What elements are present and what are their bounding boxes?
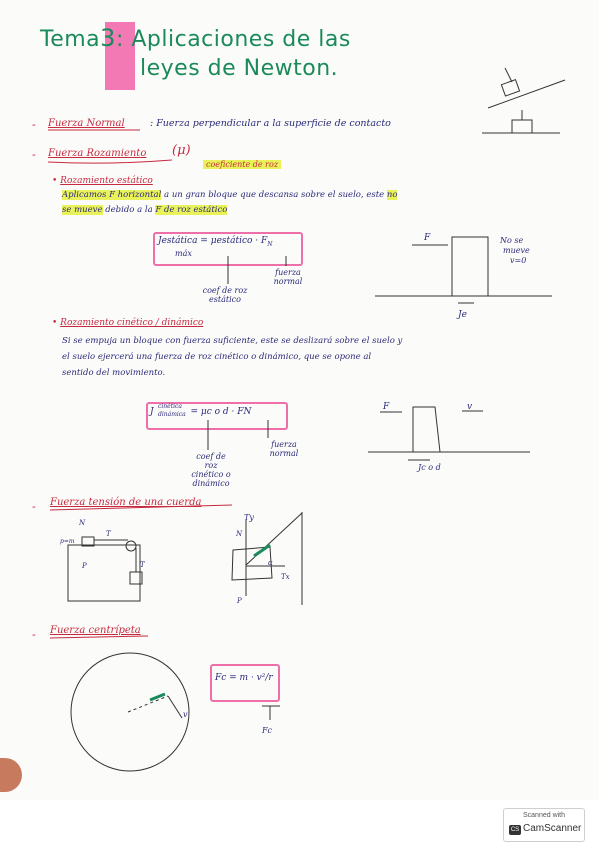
- tension-table: [68, 545, 140, 601]
- estatico-label-normal: fuerza normal: [273, 268, 303, 286]
- tension-hanging-block: [232, 547, 272, 580]
- camscanner-line1: Scanned with: [522, 812, 566, 819]
- cinetico-line1: Si se empuja un bloque con fuerza suficiente, este se deslizará sobre el suelo y: [62, 336, 403, 346]
- centripeta-underline: [50, 636, 148, 638]
- cinetico-line2: el suelo ejercerá una fuerza de roz cinético o dinámico, que se opone al: [62, 352, 372, 362]
- tension-pulley: [126, 541, 136, 551]
- cinetico-heading-text: Rozamiento cinético / dinámico: [60, 318, 204, 328]
- normal-heading: Fuerza Normal: [48, 118, 125, 129]
- centripeta-label-v: v: [183, 710, 188, 719]
- coef-roz-note: coeficiente de roz: [203, 160, 281, 169]
- estatico-line1-c: no: [386, 190, 398, 200]
- cinetico-block: [413, 407, 440, 452]
- tension-bullet: -: [32, 500, 36, 513]
- estatico-diagram-note1: No se: [500, 236, 524, 245]
- estatico-block: [452, 237, 488, 296]
- cinetico-formula-left-sub2: dinámica: [158, 411, 186, 418]
- normal-block: [512, 120, 532, 133]
- tension-label-Ty: Ty: [244, 513, 254, 522]
- estatico-diagram-note3: v=0: [510, 256, 527, 265]
- centripeta-green-segment: [150, 694, 165, 700]
- tension-label-P1: P: [82, 562, 87, 570]
- title-colon: :: [115, 27, 124, 52]
- cinetico-formula-left: J: [150, 407, 154, 417]
- tension-label-P2: P: [237, 597, 242, 605]
- centripeta-bullet: -: [32, 628, 36, 641]
- estatico-heading-text: Rozamiento estático: [60, 176, 153, 186]
- incline-ramp: [488, 80, 565, 108]
- tension-label-T1: T: [106, 530, 111, 538]
- title-text-line2: leyes de Newton.: [140, 56, 339, 81]
- estatico-formula-left-sub: máx: [175, 249, 192, 258]
- rozamiento-heading: Fuerza Rozamiento: [48, 148, 147, 159]
- normal-bullet: -: [32, 118, 36, 131]
- cinetico-formula-mid: = μc o d · FN: [190, 407, 252, 417]
- estatico-formula-right-sub: N: [267, 240, 273, 248]
- title-text-line1: Aplicaciones de las: [131, 27, 351, 52]
- cinetico-formula-left-sub1: cinética: [158, 403, 182, 410]
- centripeta-label-fc: Fc: [262, 726, 273, 735]
- tension-heading: Fuerza tensión de una cuerda: [50, 497, 202, 508]
- camscanner-line2: CamScanner: [523, 823, 582, 834]
- tension-label-T2: T: [140, 561, 145, 569]
- cinetico-line3: sentido del movimiento.: [62, 368, 166, 378]
- rozamiento-mu: (μ): [172, 143, 191, 158]
- estatico-label-coef: coef de roz estático: [202, 286, 248, 304]
- title-prefix: Tema: [40, 27, 101, 52]
- centripeta-velocity-arrow: [168, 696, 182, 718]
- centripeta-heading: Fuerza centrípeta: [50, 625, 141, 636]
- tension-label-N1: N: [79, 519, 86, 527]
- tension-label-Tx: Tx: [281, 573, 290, 581]
- title-number: 3: [100, 24, 116, 52]
- estatico-line2-c: F de roz estático: [155, 205, 228, 215]
- cinetico-diagram-v: v: [467, 402, 473, 412]
- incline-normal-arrow: [505, 68, 512, 82]
- estatico-diagram-note2: mueve: [503, 246, 530, 255]
- estatico-heading: • Rozamiento estático: [52, 176, 153, 186]
- rozamiento-underline: [48, 160, 172, 163]
- tension-underline: [50, 505, 232, 510]
- estatico-line2-a: se mueve: [62, 205, 103, 215]
- estatico-formula-right: F: [261, 236, 268, 246]
- estatico-diagram-fe: Je: [458, 310, 467, 320]
- estatico-line2-b: debido a la: [105, 205, 153, 215]
- cinetico-diagram-F: F: [383, 402, 390, 412]
- tension-label-p1: p=m: [60, 538, 75, 545]
- cinetico-label-coef: coef de roz cinético o dinámico: [191, 452, 231, 488]
- estatico-line1-b: a un gran bloque que descansa sobre el suelo, este: [164, 190, 385, 200]
- incline-block: [501, 80, 519, 96]
- tension-cable: [246, 513, 302, 565]
- cinetico-label-normal: fuerza normal: [269, 440, 299, 458]
- camscanner-badge: [503, 808, 585, 842]
- tension-green-segment: [254, 545, 270, 556]
- centripeta-circle: [71, 653, 189, 771]
- centripeta-radius: [128, 696, 168, 712]
- cinetico-diagram-fc: Jc o d: [418, 463, 441, 472]
- estatico-line1-a: Aplicamos F horizontal: [62, 190, 162, 200]
- normal-definition: : Fuerza perpendicular a la superficie de contacto: [150, 118, 391, 129]
- tension-label-alpha: α: [268, 559, 273, 567]
- rozamiento-bullet: -: [32, 148, 36, 161]
- estatico-formula-left: Jestática: [158, 236, 198, 246]
- estatico-formula-mid: = μestático ·: [200, 236, 259, 246]
- centripeta-formula: Fc = m · v²/r: [215, 673, 273, 683]
- cinetico-heading: • Rozamiento cinético / dinámico: [52, 318, 204, 328]
- camscanner-logo-icon: CS: [510, 827, 520, 833]
- estatico-diagram-F: F: [424, 233, 431, 243]
- tension-label-N2: N: [236, 530, 243, 538]
